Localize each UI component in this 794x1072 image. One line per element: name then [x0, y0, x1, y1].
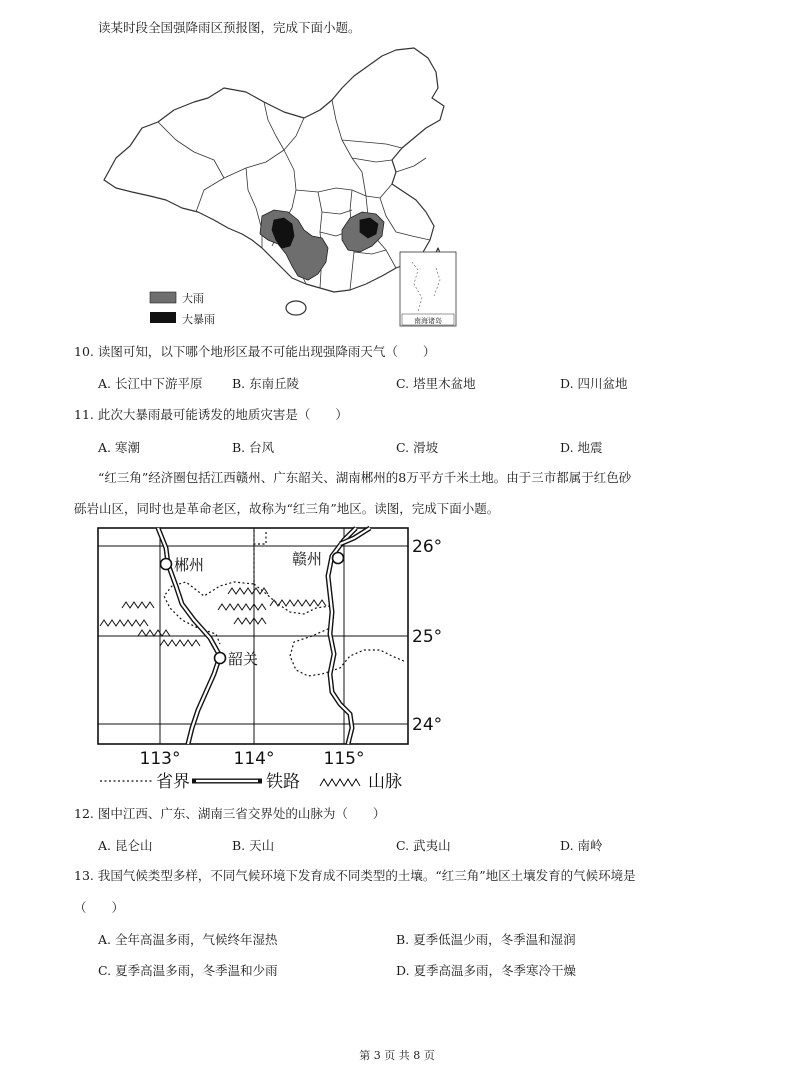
- legend-label-extreme-rain: 大暴雨: [182, 313, 215, 326]
- china-rainfall-map: [96, 40, 466, 330]
- q10-option-b: B. 东南丘陵: [232, 376, 300, 391]
- lat-label-26: 26°: [412, 537, 443, 557]
- intro-2-line-2: 砾岩山区，同时也是革命老区，故称为“红三角”地区。读图，完成下面小题。: [74, 501, 500, 516]
- legend-swatch-heavy-rain: [150, 292, 176, 303]
- intro-1: 读某时段全国强降雨区预报图，完成下面小题。: [98, 20, 361, 35]
- city-label-ganzhou: 赣州: [292, 550, 323, 568]
- q12-option-d: D. 南岭: [560, 838, 603, 853]
- legend-railway-label: 铁路: [266, 772, 300, 792]
- page-footer: 第 3 页 共 8 页: [359, 1049, 435, 1062]
- q11-stem: 11. 此次大暴雨最可能诱发的地质灾害是（ ）: [74, 407, 348, 422]
- heavy-rain-area-west: [260, 210, 328, 280]
- city-label-shaoguan: 韶关: [228, 650, 259, 668]
- q13-option-c: C. 夏季高温多雨，冬季温和少雨: [98, 963, 278, 978]
- lon-label-115: 115°: [323, 749, 365, 769]
- hainan-island: [286, 301, 306, 315]
- q10-stem: 10. 读图可知，以下哪个地形区最不可能出现强降雨天气（ ）: [74, 344, 436, 359]
- intro-2-line-1: “红三角”经济圈包括江西赣州、广东韶关、湖南郴州的8万平方千米土地。由于三市都属于红色砂: [98, 470, 632, 485]
- lat-label-25: 25°: [412, 627, 443, 647]
- legend-swatch-extreme-rain: [150, 312, 176, 323]
- q11-option-b: B. 台风: [232, 440, 275, 455]
- q10-option-a: A. 长江中下游平原: [98, 376, 203, 391]
- lon-label-113: 113°: [139, 749, 181, 769]
- legend-mountain-label: 山脉: [368, 772, 402, 792]
- q12-option-a: A. 昆仑山: [98, 838, 153, 853]
- lon-label-114: 114°: [233, 749, 275, 769]
- q10-option-c: C. 塔里木盆地: [396, 376, 476, 391]
- q12-stem: 12. 图中江西、广东、湖南三省交界处的山脉为（ ）: [74, 806, 386, 821]
- legend-mountain-symbol: [320, 779, 360, 786]
- city-marker-ganzhou: [333, 553, 344, 564]
- city-marker-shaoguan: [215, 653, 226, 664]
- q12-option-c: C. 武夷山: [396, 838, 451, 853]
- q10-option-d: D. 四川盆地: [560, 376, 628, 391]
- inset-label: 南海诸岛: [414, 317, 442, 325]
- legend-label-heavy-rain: 大雨: [182, 292, 204, 305]
- q13-option-b: B. 夏季低温少雨，冬季温和湿润: [396, 932, 576, 947]
- q13-option-a: A. 全年高温多雨，气候终年湿热: [98, 932, 278, 947]
- legend-province-label: 省界: [156, 772, 190, 792]
- q13-option-d: D. 夏季高温多雨，冬季寒冷干燥: [396, 963, 577, 978]
- q11-option-d: D. 地震: [560, 440, 603, 455]
- q13-stem-line-1: 13. 我国气候类型多样，不同气候环境下发育成不同类型的土壤。“红三角”地区土壤发育的气候环境是: [74, 868, 636, 883]
- q13-stem-line-2: （ ）: [74, 900, 125, 915]
- china-outline: [104, 48, 444, 292]
- q12-option-b: B. 天山: [232, 838, 275, 853]
- red-triangle-map: [94, 524, 454, 798]
- city-marker-chenzhou: [161, 559, 172, 570]
- q11-option-c: C. 滑坡: [396, 440, 439, 455]
- city-label-chenzhou: 郴州: [174, 556, 205, 574]
- q11-option-a: A. 寒潮: [98, 440, 140, 455]
- lat-label-24: 24°: [412, 715, 443, 735]
